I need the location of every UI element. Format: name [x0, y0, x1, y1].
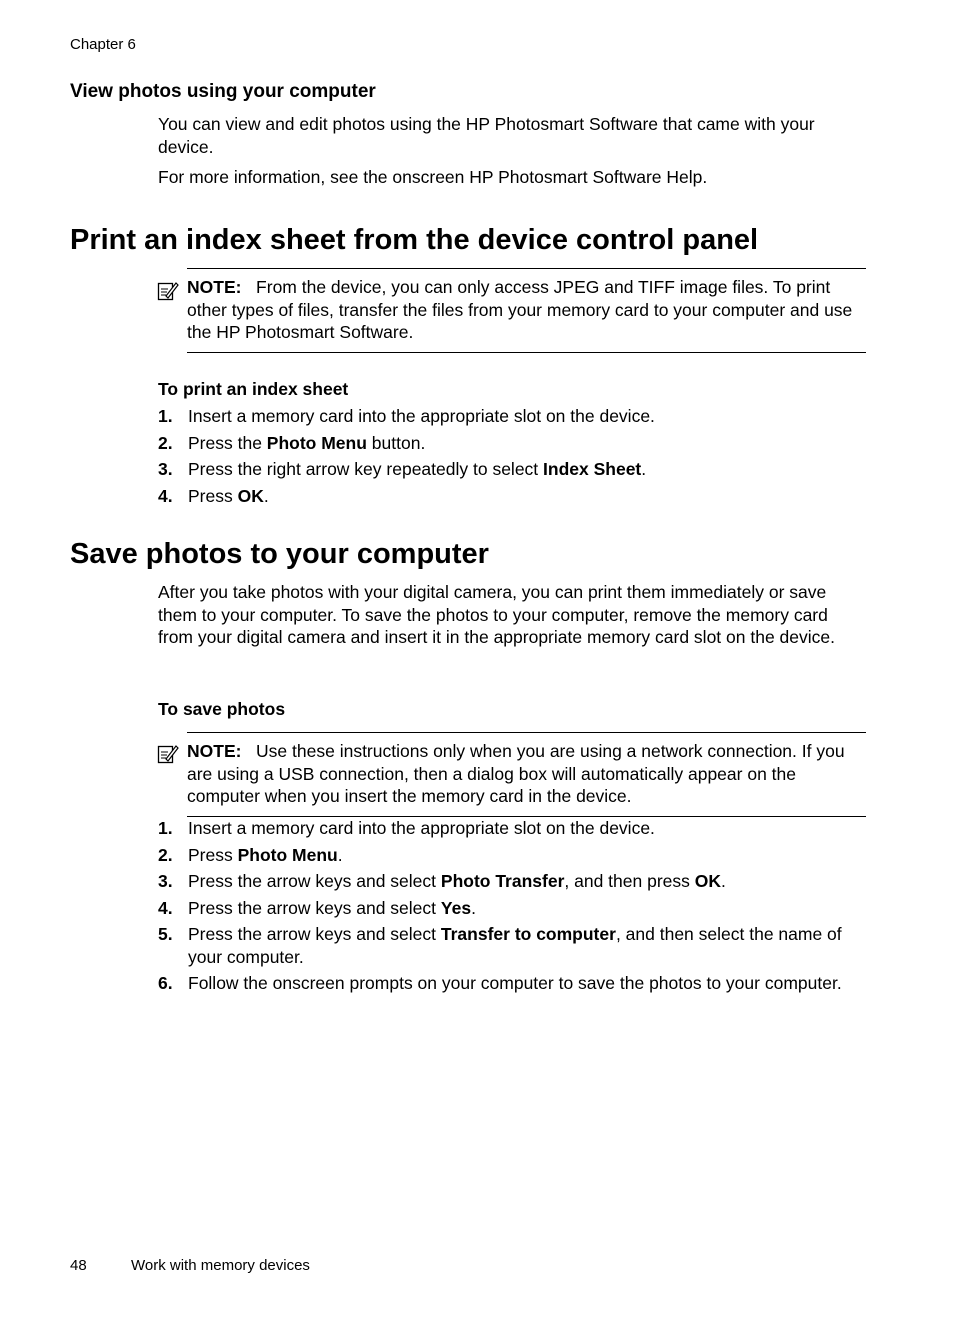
save-photos-steps	[158, 817, 866, 995]
page-number: 48	[70, 1257, 87, 1274]
save-photos-paragraph: After you take photos with your digital camera, you can print them immediately or save them to your computer. To save the photos to your computer, remove the memory card from your digital camera and insert it in the appropriate memory card slot on the device.	[158, 582, 835, 647]
note-pencil-icon	[157, 743, 179, 765]
list-item: 3. Press the arrow keys and select Photo Transfer, and then press OK.	[158, 871, 726, 891]
view-photos-paragraph-1: You can view and edit photos using the HP Photosmart Software that came with your device.	[158, 114, 815, 157]
list-item: 4. Press the arrow keys and select Yes.	[158, 897, 476, 918]
note-box-file-types	[187, 268, 866, 353]
list-item: 5. Press the arrow keys and select Transfer to computer, and then select the name of your computer.	[158, 924, 842, 967]
save-photos-procedure-title: To save photos	[158, 699, 286, 719]
list-item: 1. Insert a memory card into the appropriate slot on the device.	[158, 818, 655, 838]
print-index-steps	[158, 405, 866, 507]
note-text: Use these instructions only when you are using a network connection. If you are using a USB connection, then a dialog box will automatically appear on the computer when you insert the memory card in the device.	[187, 741, 845, 806]
save-photos-heading: Save photos to your computer	[70, 538, 489, 570]
note-label: NOTE:	[187, 277, 242, 297]
list-item: 4. Press OK.	[158, 485, 269, 506]
view-photos-heading: View photos using your computer	[70, 81, 376, 102]
view-photos-paragraph-2: For more information, see the onscreen HP Photosmart Software Help.	[158, 167, 708, 187]
index-sheet-heading: Print an index sheet from the device control panel	[70, 224, 759, 256]
note-text: From the device, you can only access JPEG and TIFF image files. To print other types of files, transfer the files from your memory card to your computer and use the HP Photosmart Software.	[187, 277, 853, 342]
note-label: NOTE:	[187, 741, 242, 761]
list-item: 1. Insert a memory card into the appropriate slot on the device.	[158, 406, 655, 426]
print-index-procedure-title: To print an index sheet	[158, 379, 349, 399]
list-item: 6. Follow the onscreen prompts on your computer to save the photos to your computer.	[158, 973, 842, 993]
footer-section-title: Work with memory devices	[131, 1257, 310, 1274]
list-item: 3. Press the right arrow key repeatedly to select Index Sheet.	[158, 459, 647, 479]
note-box-network-connection	[187, 732, 866, 817]
list-item: 2. Press the Photo Menu button.	[158, 432, 426, 453]
note-pencil-icon	[157, 280, 179, 302]
list-item: 2. Press Photo Menu.	[158, 844, 343, 865]
running-header-chapter: Chapter 6	[70, 36, 136, 53]
